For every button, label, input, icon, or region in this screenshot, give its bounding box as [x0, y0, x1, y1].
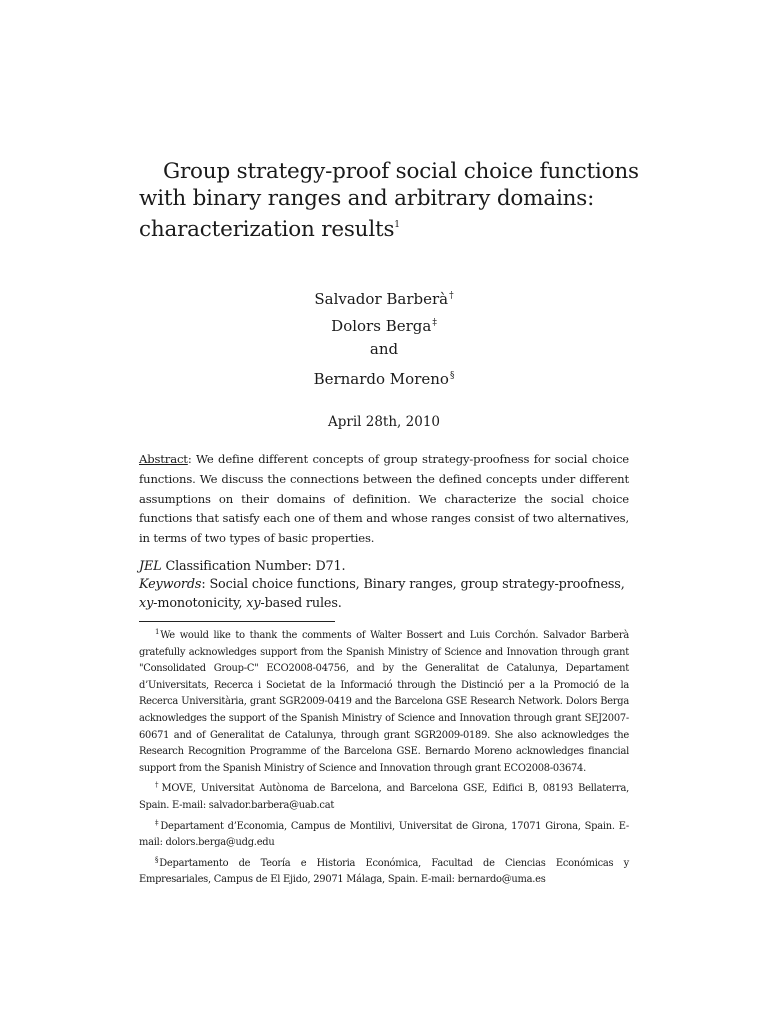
- abstract-label: Abstract: [139, 452, 188, 466]
- footnote: [139, 777, 629, 814]
- footnote-mark: §: [155, 855, 159, 864]
- keywords-math: xy: [246, 596, 261, 611]
- author-line: [0, 310, 768, 337]
- paper-title: [139, 158, 639, 243]
- abstract: [139, 450, 629, 549]
- title-footnote-mark: 1: [394, 220, 400, 230]
- author-name: Dolors Berga: [331, 316, 432, 335]
- author-mark: §: [449, 370, 455, 381]
- jel-classification: [139, 557, 639, 576]
- author-line: [0, 363, 768, 390]
- footnote-text: Departamento de Teoría e Historia Económica, Facultad de Ciencias Económicas y Empresariales, Campus de El Ejido, 29071 Málaga, Spain. E-mail: bernardo@uma.es: [139, 857, 629, 886]
- keywords-math: xy: [139, 596, 154, 611]
- jel-text: Classification Number: D71.: [161, 559, 346, 574]
- footnote-rule: [139, 621, 335, 622]
- footnote: [139, 815, 629, 852]
- footnote-text: Departament d’Economia, Campus de Montilivi, Universitat de Girona, 17071 Girona, Spain. E-mail: dolors.berga@udg.edu: [139, 820, 629, 849]
- footnote-mark: †: [155, 781, 161, 790]
- keywords-text: -based rules.: [260, 596, 342, 611]
- author-mark: †: [449, 291, 454, 301]
- footnotes: [139, 624, 629, 889]
- title-text: Group strategy-proof social choice functions with binary ranges and arbitrary domains: characterization results: [139, 159, 639, 242]
- keywords: [139, 575, 639, 613]
- author-conjunction: [0, 336, 768, 363]
- abstract-text: : We define different concepts of group strategy-proofness for social choice functions. We discuss the connections between the defined concepts under different assumptions on their domains of definition. We characterize the social choice functions that satisfy each one of them and whose ranges consist of two alternatives, in terms of two types of basic properties.: [139, 452, 629, 546]
- keywords-text: -monotonicity,: [153, 596, 247, 611]
- footnote-mark: ‡: [155, 818, 160, 827]
- footnote: [139, 624, 629, 777]
- keywords-label: Keywords: [139, 577, 202, 592]
- author-list: [0, 283, 768, 389]
- footnote-text: We would like to thank the comments of Walter Bossert and Luis Corchón. Salvador Barberà gratefully acknowledges support from the Spanish Ministry of Science and Innovation through grant "Consolidated Group-C" ECO2008-04756, and by the Generalitat de Catalunya, Departament d’Universitats, Recerca i Societat de la Informació through the Distinció per a la Promoció de la Recerca Universitària, grant SGR2009-0419 and the Barcelona GSE Research Network. Dolors Berga acknowledges the support of the Spanish Ministry of Science and Innovation through grant SEJ2007-60671 and of Generalitat de Catalunya, through grant SGR2009-0189. She also acknowledges the Research Recognition Programme of the Barcelona GSE. Bernardo Moreno acknowledges financial support from the Spanish Ministry of Science and Innovation through grant ECO2008-03674.: [139, 630, 629, 774]
- author-mark: ‡: [432, 317, 437, 328]
- footnote-text: MOVE, Universitat Autònoma de Barcelona, and Barcelona GSE, Edifici B, 08193 Bellaterra, Spain. E-mail: salvador.barbera@uab.cat: [139, 783, 629, 811]
- footnote: [139, 852, 629, 889]
- author-name: Salvador Barberà: [314, 290, 449, 308]
- paper-date: April 28th, 2010: [327, 414, 440, 430]
- author-line: [0, 283, 768, 310]
- keywords-text: : Social choice functions, Binary ranges, group strategy-proofness,: [201, 577, 625, 592]
- conjunction-text: and: [369, 340, 399, 358]
- author-name: Bernardo Moreno: [313, 369, 449, 388]
- footnote-mark: 1: [155, 628, 160, 636]
- jel-label: JEL: [139, 559, 162, 574]
